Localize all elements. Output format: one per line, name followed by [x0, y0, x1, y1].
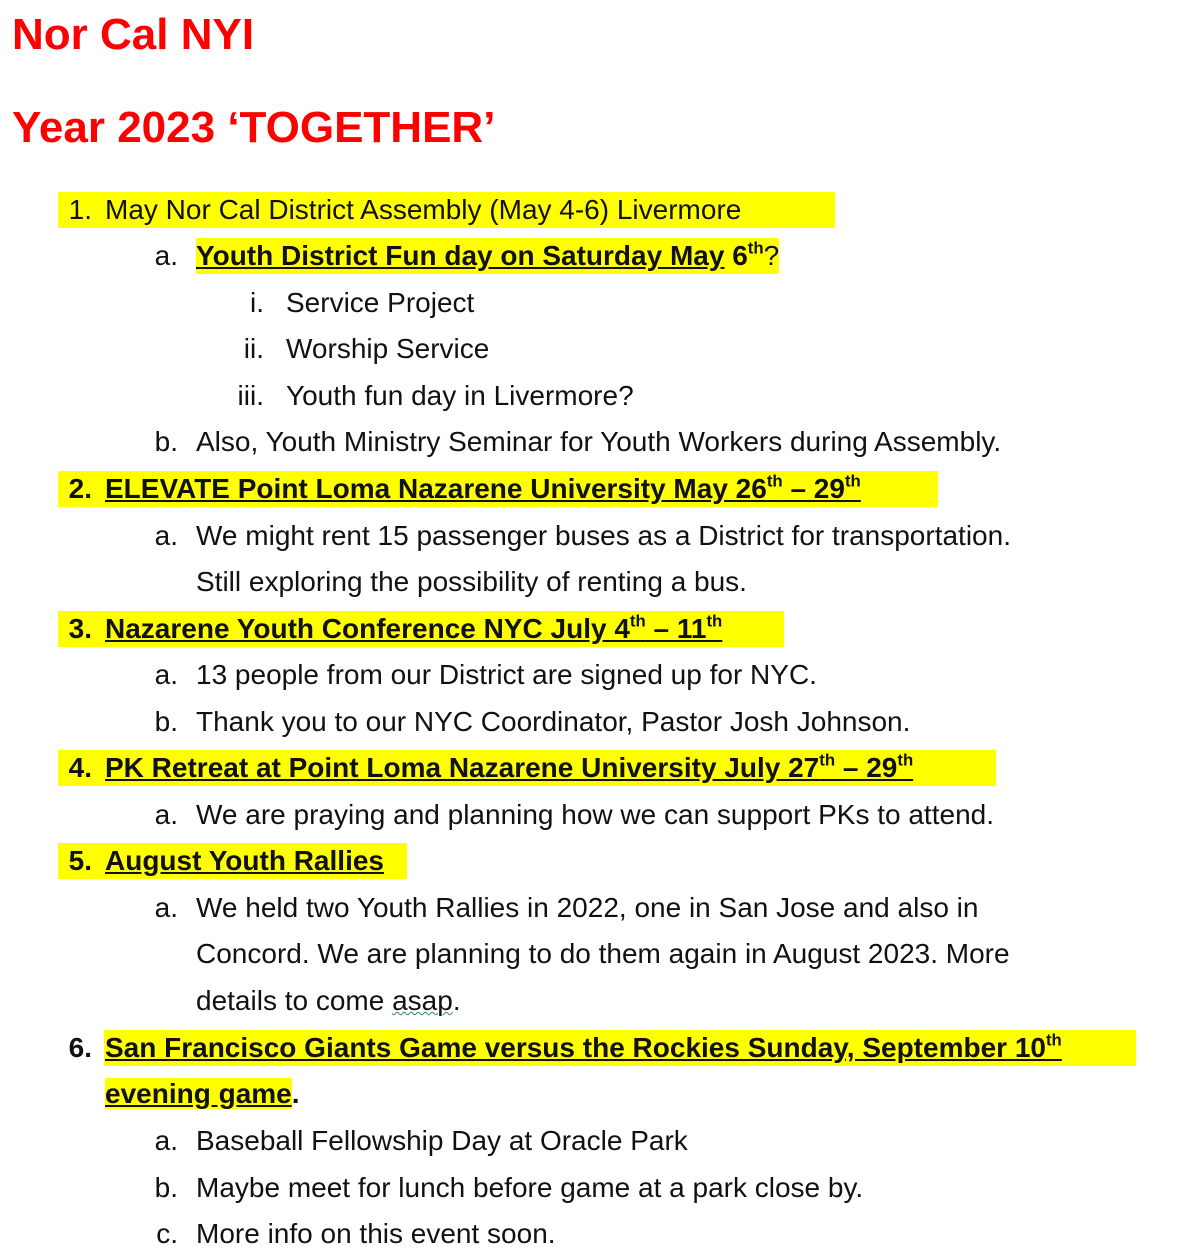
item-text-a: San Francisco Giants Game versus the Rockies Sunday, September 10 — [105, 1032, 1046, 1063]
item-text: August Youth Rallies — [105, 845, 384, 876]
item-number: a. — [154, 240, 178, 271]
item-text-a: PK Retreat at Point Loma Nazarene University July 27 — [105, 752, 820, 783]
item-number: a. — [154, 520, 178, 551]
item-text: We are praying and planning how we can support PKs to attend. — [196, 799, 994, 830]
item-text-day: 6 — [732, 240, 748, 271]
item-number: 5. — [68, 845, 92, 876]
item-sup-b: th — [706, 611, 723, 631]
item-text-b: – 29 — [782, 473, 845, 504]
document-title: Nor Cal NYI — [12, 10, 255, 59]
item-text: Thank you to our NYC Coordinator, Pastor Josh Johnson. — [196, 706, 911, 737]
item-text — [105, 611, 722, 647]
item-text-a: ELEVATE Point Loma Nazarene University May 26 — [105, 473, 767, 504]
item-text: We held two Youth Rallies in 2022, one in San Jose and also in — [196, 892, 979, 923]
item-number: 3. — [68, 613, 92, 644]
item-sup-a: th — [629, 611, 646, 631]
item-text-main: Youth District Fun day on Saturday May — [196, 240, 725, 271]
item-text — [105, 750, 913, 786]
item-text: 13 people from our District are signed up for NYC. — [196, 659, 817, 690]
item-number: a. — [154, 659, 178, 690]
item-text — [105, 471, 861, 507]
list-item-2a-continued: Still exploring the possibility of renting a bus. — [196, 566, 747, 597]
item-text-sup: th — [747, 238, 764, 258]
item-sup-b: th — [897, 750, 914, 770]
item-text: May Nor Cal District Assembly (May 4-6) Livermore — [105, 194, 742, 225]
item-number: iii. — [237, 380, 264, 411]
item-text: Worship Service — [286, 333, 490, 364]
item-text: Baseball Fellowship Day at Oracle Park — [196, 1125, 688, 1156]
item-number: b. — [154, 1172, 178, 1203]
item-text — [196, 238, 779, 274]
item-text: Youth fun day in Livermore? — [286, 380, 634, 411]
item-number: a. — [154, 799, 178, 830]
item-sup-a: th — [766, 471, 783, 491]
item-number: b. — [154, 706, 178, 737]
item-text-a: details to come — [196, 985, 393, 1016]
item-sup-a: th — [1045, 1030, 1062, 1050]
item-number: i. — [250, 287, 264, 318]
item-text — [105, 1030, 1062, 1066]
item-number: a. — [154, 892, 178, 923]
item-sup-a: th — [819, 750, 836, 770]
item-number: a. — [154, 1125, 178, 1156]
item-number: 4. — [68, 752, 92, 783]
list-item-6-continued — [105, 1076, 300, 1112]
list-item-5a-continued-2 — [196, 983, 461, 1019]
item-number: 6. — [68, 1032, 92, 1063]
item-text-b: asap — [392, 985, 453, 1016]
item-text-cont: evening game — [105, 1078, 292, 1109]
item-text-a: Nazarene Youth Conference NYC July 4 — [105, 613, 630, 644]
item-text: Also, Youth Ministry Seminar for Youth Workers during Assembly. — [196, 426, 1002, 457]
item-number: b. — [154, 426, 178, 457]
item-text: We might rent 15 passenger buses as a District for transportation. — [196, 520, 1011, 551]
item-number: 1. — [68, 194, 92, 225]
item-number: c. — [156, 1218, 178, 1249]
item-text-end: . — [291, 1078, 300, 1109]
item-text-c: . — [452, 985, 461, 1016]
item-text: Service Project — [286, 287, 475, 318]
item-sup-b: th — [844, 471, 861, 491]
item-text: More info on this event soon. — [196, 1218, 556, 1249]
item-text-b: – 29 — [835, 752, 898, 783]
list-item-5a-continued: Concord. We are planning to do them again in August 2023. More — [196, 938, 1010, 969]
item-text-b: – 11 — [645, 613, 707, 644]
document-subtitle: Year 2023 ‘TOGETHER’ — [12, 103, 496, 152]
item-text-end: ? — [763, 240, 780, 271]
item-number: ii. — [243, 333, 264, 364]
item-text: Maybe meet for lunch before game at a park close by. — [196, 1172, 864, 1203]
item-number: 2. — [68, 473, 92, 504]
